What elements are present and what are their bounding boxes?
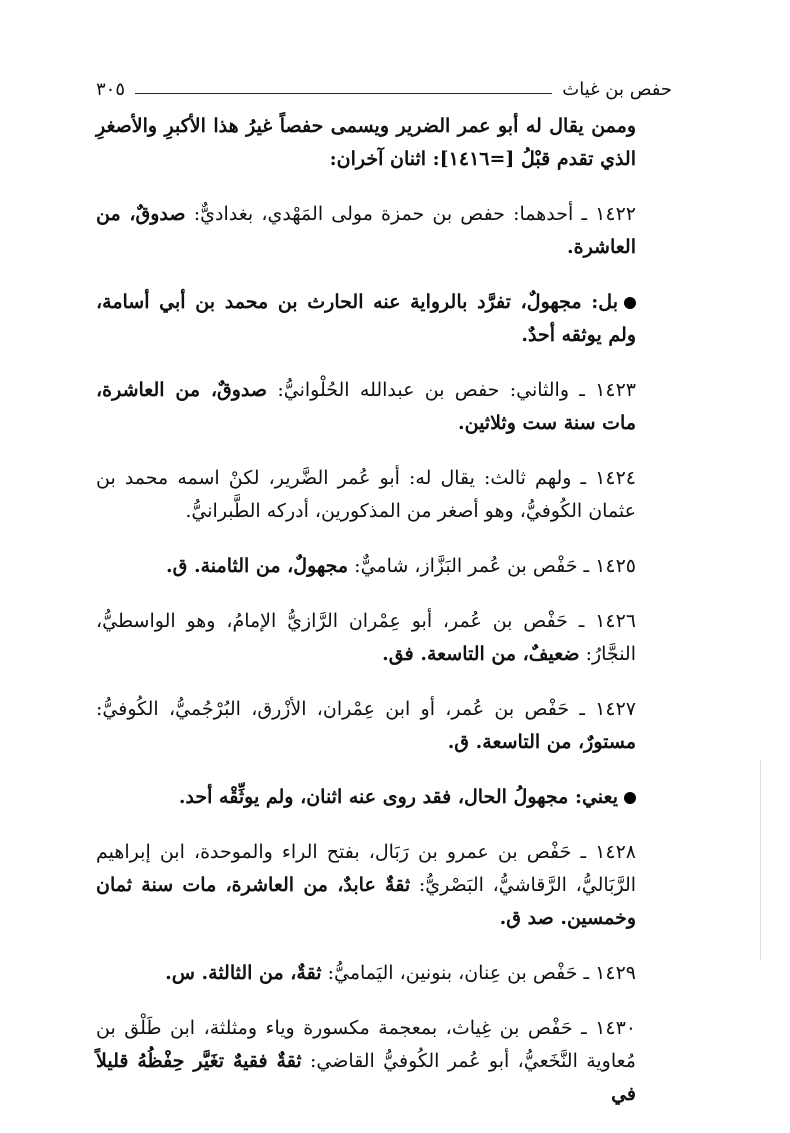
entry-number: ١٤٣٠ — [595, 1017, 636, 1039]
header-rule — [135, 93, 552, 94]
entry-1429: ١٤٢٩ ـ حَفْص بن عِنان، بنونين، اليَماميُّ: ثقةٌ، من الثالثة. س. — [165, 962, 636, 984]
entry-number: ١٤٢٦ — [595, 610, 636, 632]
entry-grade: ثقةٌ عابدٌ، من العاشرة، مات سنة ثمان وخمسين. صد ق. — [96, 874, 636, 929]
entry-number: ١٤٢٣ — [595, 379, 636, 401]
intro-text: وممن يقال له أبو عمر الضرير ويسمى حفصاً غيرُ هذا الأكبرِ والأصغرِ الذي تقدم قبْلُ [=١٤١٦]: اثنان آخران: — [96, 115, 636, 170]
editor-note-1427 — [96, 781, 672, 814]
entry-number: ١٤٢٤ — [595, 467, 636, 489]
entry-name: حَفْص بن عُمر البَزَّاز، شاميٌّ: — [354, 555, 578, 577]
entry-grade: ثقةٌ فقيهٌ تغَيَّر حِفْظُهُ قليلاً في — [96, 1050, 636, 1105]
entry-1430: ١٤٣٠ ـ حَفْص بن غِياث، بمعجمة مكسورة وياء ومثلثة، ابن طَلْق بن مُعاوية النَّخَعيُّ، أبو عُمر الكُوفيُّ القاضي: ثقةٌ فقيهٌ تغَيَّر حِفْظُهُ قليلاً في — [96, 1017, 636, 1105]
entry-grade: ضعيفٌ، من التاسعة. فق. — [382, 643, 580, 665]
entry-number: ١٤٢٨ — [595, 841, 636, 863]
bullet-icon — [624, 792, 636, 804]
entry-name: حَفْص بن عِنان، بنونين، اليَماميُّ: — [327, 962, 578, 984]
entry-number: ١٤٢٧ — [595, 698, 636, 720]
entry-number: ١٤٢٥ — [595, 555, 636, 577]
entry-grade: صدوقٌ، من العاشرة، مات سنة ست وثلاثين. — [96, 379, 636, 434]
entry-number: ١٤٢٩ — [595, 962, 636, 984]
entry-name: حَفْص بن عمرو بن رَبَال، بفتح الراء والموحدة، ابن إبراهيم الرَّبَاليُّ، الرَّقاشيُّ، البَصْريُّ: — [96, 841, 637, 896]
entry-1426: ١٤٢٦ ـ حَفْص بن عُمر، أبو عِمْران الرَّازيُّ الإمامُ، وهو الواسطيُّ، النجَّارُ: ضعيفٌ، من التاسعة. فق. — [96, 610, 636, 665]
entry-number: ١٤٢٢ — [595, 203, 636, 225]
note-text: بل: مجهولٌ، تفرَّد بالرواية عنه الحارث بن محمد بن أبي أسامة، ولم يوثقه أحدٌ. — [96, 291, 636, 346]
entry-grade: مجهولٌ، من الثامنة. ق. — [166, 555, 349, 577]
entry-name: ولهم ثالث: يقال له: أبو عُمر الضَّرير، لكنْ اسمه محمد بن عثمان الكُوفيُّ، وهو أصغر من المذكورين، أدركه الطَّبرانيُّ. — [96, 467, 636, 522]
entry-1425: ١٤٢٥ ـ حَفْص بن عُمر البَزَّاز، شاميٌّ: مجهولٌ، من الثامنة. ق. — [166, 555, 636, 577]
entry-1422: ١٤٢٢ ـ أحدهما: حفص بن حمزة مولى المَهْدي، بغداديٌّ: صدوقٌ، من العاشرة. — [96, 203, 636, 258]
entry-name: حَفْص بن عُمر، أبو عِمْران الرَّازيُّ الإمامُ، وهو الواسطيُّ، النجَّارُ: — [96, 610, 636, 665]
entry-1424: ١٤٢٤ ـ ولهم ثالث: يقال له: أبو عُمر الضَّرير، لكنْ اسمه محمد بن عثمان الكُوفيُّ، وهو أصغر من المذكورين، أدركه الطَّبرانيُّ. — [96, 467, 636, 522]
entry-1423: ١٤٢٣ ـ والثاني: حفص بن عبدالله الحُلْوانيُّ: صدوقٌ، من العاشرة، مات سنة ست وثلاثين. — [96, 379, 636, 434]
running-header — [96, 70, 672, 100]
entry-name: أحدهما: حفص بن حمزة مولى المَهْدي، بغداديٌّ: — [193, 203, 574, 225]
note-text: يعني: مجهولُ الحال، فقد روى عنه اثنان، ولم يوثِّقْه أحد. — [178, 786, 618, 808]
page-number: ٣٠٥ — [96, 79, 126, 100]
entry-1427: ١٤٢٧ ـ حَفْص بن عُمر، أو ابن عِمْران، الأزْرق، البُرْجُميُّ، الكُوفيُّ: مستورٌ، من التاسعة. ق. — [96, 698, 636, 753]
entry-name: والثاني: حفص بن عبدالله الحُلْوانيُّ: — [277, 379, 570, 401]
entry-grade: ثقةٌ، من الثالثة. س. — [165, 962, 322, 984]
entry-grade: صدوقٌ، من العاشرة. — [96, 203, 636, 258]
entry-grade: مستورٌ، من التاسعة. ق. — [447, 731, 636, 753]
running-title: حفص بن غياث — [562, 79, 672, 100]
entry-1428: ١٤٢٨ ـ حَفْص بن عمرو بن رَبَال، بفتح الراء والموحدة، ابن إبراهيم الرَّبَاليُّ، الرَّقاشيُّ، البَصْريُّ: ثقةٌ عابدٌ، من العاشرة، مات سنة ثمان وخمسين. صد ق. — [96, 841, 637, 929]
entry-name: حَفْص بن عُمر، أو ابن عِمْران، الأزْرق، البُرْجُميُّ، الكُوفيُّ: — [96, 698, 570, 720]
bullet-icon — [624, 297, 636, 309]
entry-name: حَفْص بن غِياث، بمعجمة مكسورة وياء ومثلثة، ابن طَلْق بن مُعاوية النَّخَعيُّ، أبو عُمر الكُوفيُّ القاضي: — [96, 1017, 636, 1072]
editor-note-1422 — [96, 286, 672, 352]
page-body — [96, 110, 672, 1111]
book-page — [96, 70, 672, 1133]
scan-margin-line — [760, 760, 761, 960]
intro-paragraph — [96, 110, 672, 176]
